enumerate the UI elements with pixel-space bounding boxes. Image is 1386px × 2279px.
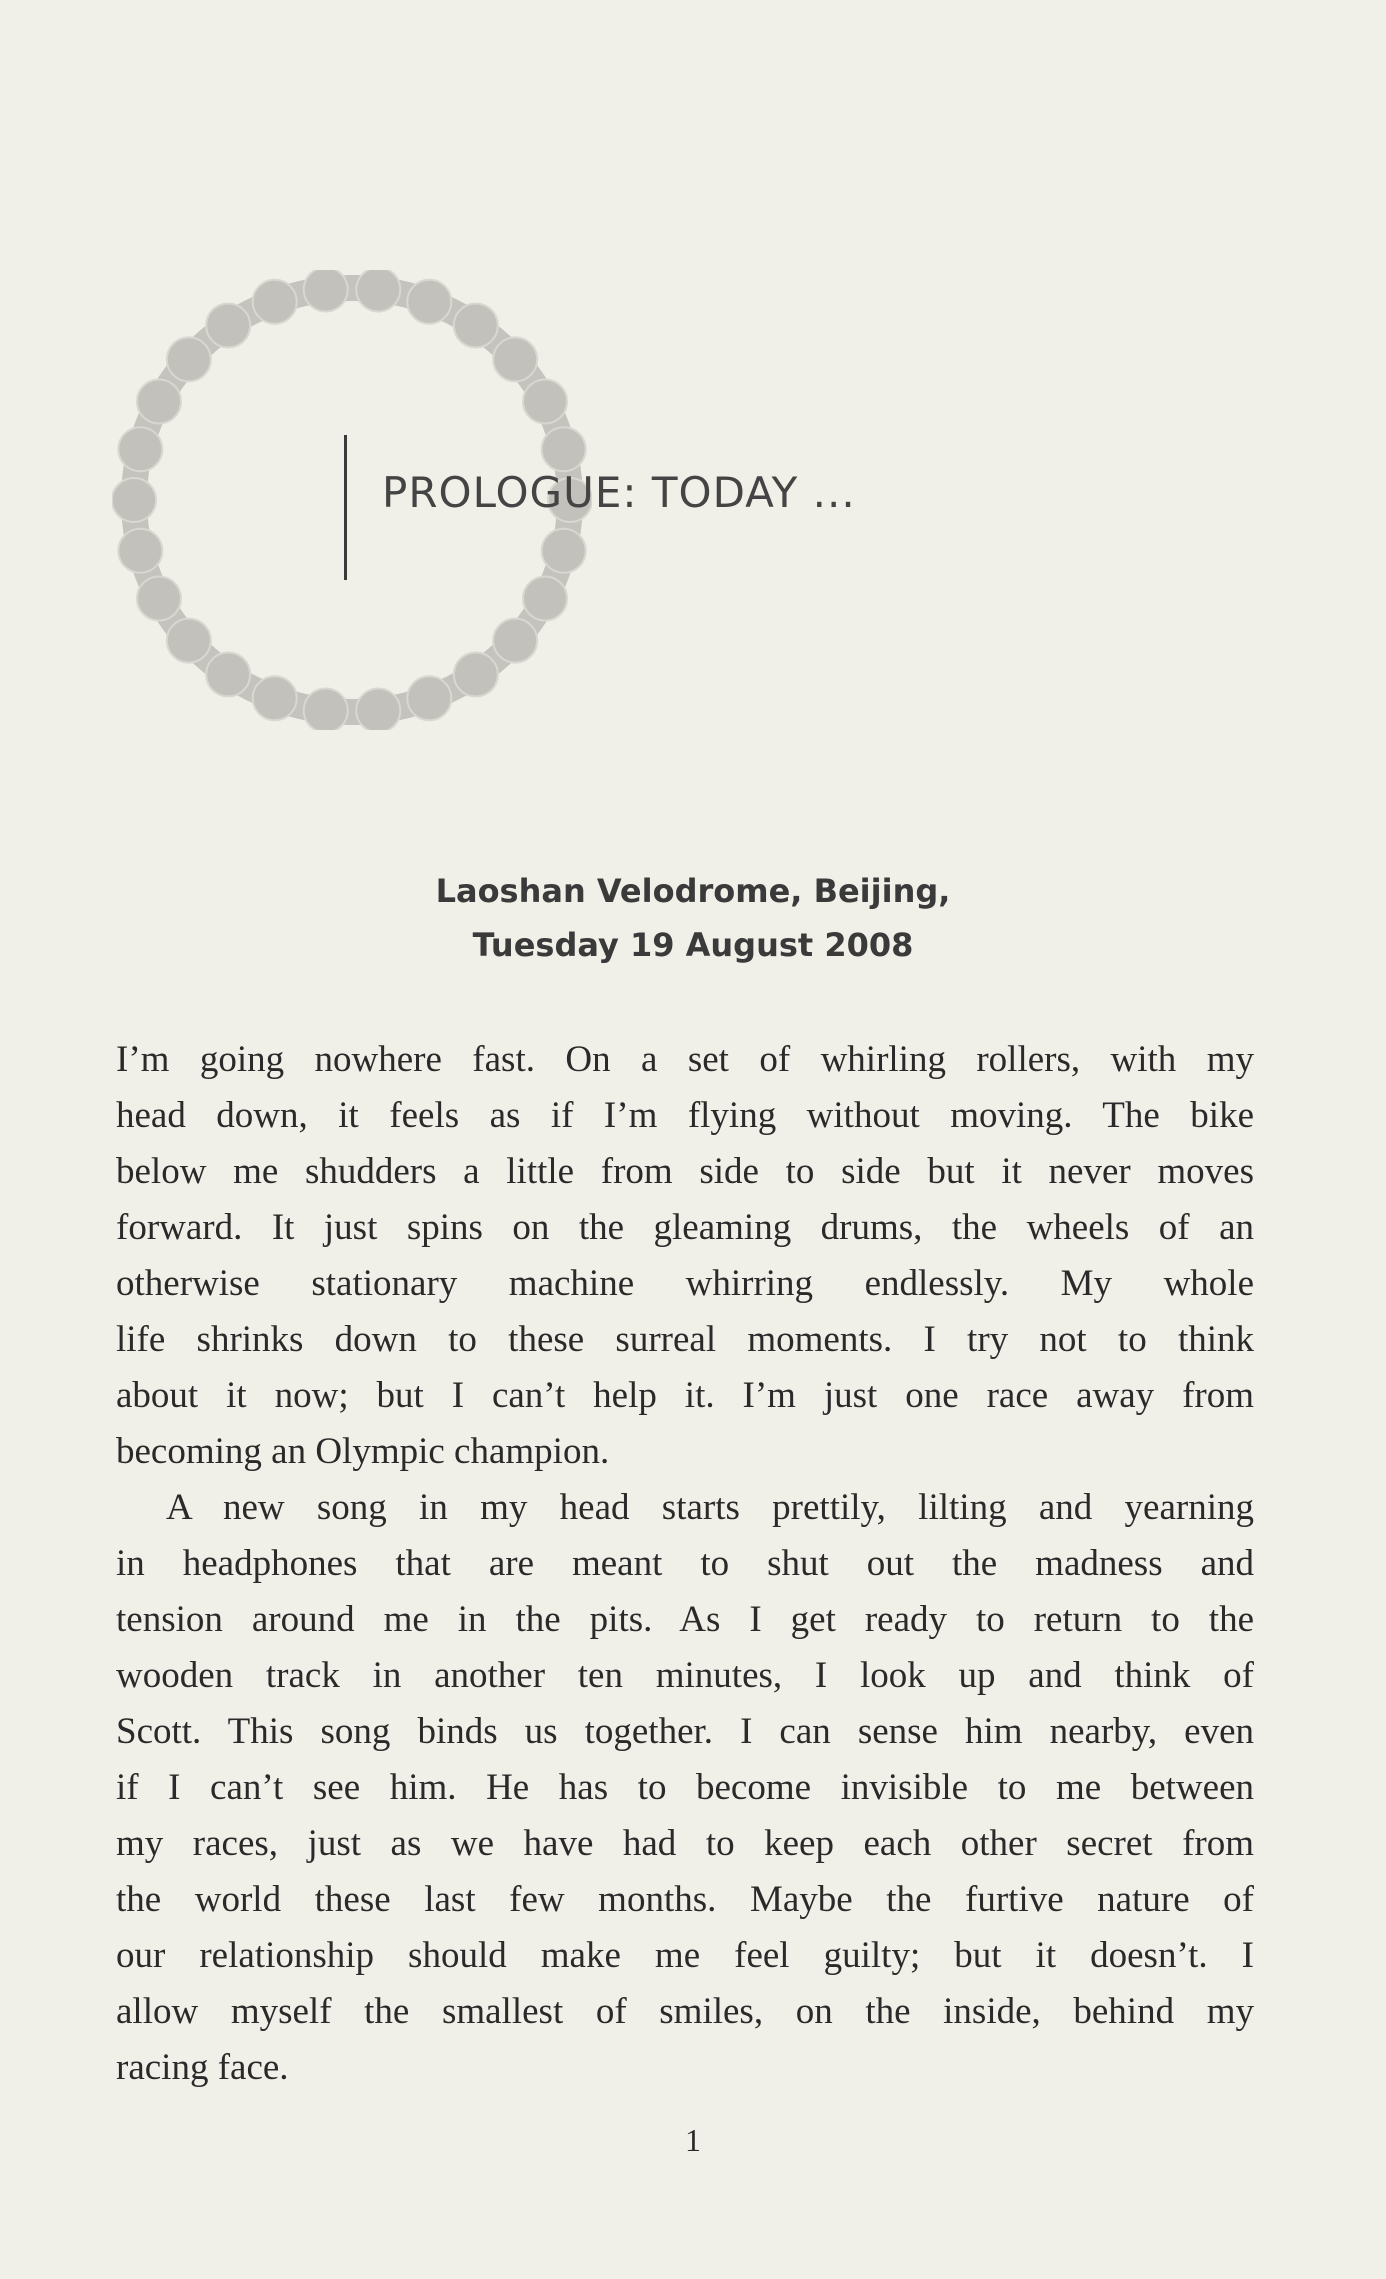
chain-link bbox=[493, 619, 537, 663]
chain-link bbox=[206, 652, 250, 696]
body-line: life shrinks down to these surreal moments. I try not to think bbox=[116, 1319, 1254, 1360]
body-line: becoming an Olympic champion. bbox=[116, 1431, 610, 1472]
chain-link bbox=[523, 379, 567, 423]
body-line: about it now; but I can’t help it. I’m just one race away from bbox=[116, 1375, 1254, 1416]
location-heading: Laoshan Velodrome, Beijing, bbox=[435, 872, 951, 910]
body-line: head down, it feels as if I’m flying without moving. The bike bbox=[116, 1095, 1254, 1136]
chain-link bbox=[356, 688, 400, 730]
chain-link bbox=[206, 304, 250, 348]
chain-link bbox=[454, 304, 498, 348]
chain-link bbox=[118, 427, 162, 471]
chain-link bbox=[137, 577, 181, 621]
body-line: racing face. bbox=[116, 2047, 289, 2088]
chain-link bbox=[137, 379, 181, 423]
body-line: otherwise stationary machine whirring endlessly. My whole bbox=[116, 1263, 1254, 1304]
chain-link bbox=[407, 676, 451, 720]
body-line: the world these last few months. Maybe the furtive nature of bbox=[116, 1879, 1254, 1920]
body-line: I’m going nowhere fast. On a set of whirling rollers, with my bbox=[116, 1039, 1254, 1080]
title-divider-line bbox=[344, 435, 347, 580]
chain-link bbox=[167, 337, 211, 381]
date-heading: Tuesday 19 August 2008 bbox=[472, 926, 914, 964]
body-line: below me shudders a little from side to side but it never moves bbox=[116, 1151, 1254, 1192]
chain-link bbox=[112, 478, 156, 522]
chain-link bbox=[253, 676, 297, 720]
body-line: Scott. This song binds us together. I can sense him nearby, even bbox=[116, 1711, 1254, 1752]
body-line: our relationship should make me feel guilty; but it doesn’t. I bbox=[116, 1935, 1254, 1976]
body-line: allow myself the smallest of smiles, on the inside, behind my bbox=[116, 1991, 1254, 2032]
chain-link bbox=[454, 652, 498, 696]
body-line: tension around me in the pits. As I get ready to return to the bbox=[116, 1599, 1254, 1640]
chain-link bbox=[304, 270, 348, 312]
chain-link bbox=[493, 337, 537, 381]
chain-link bbox=[167, 619, 211, 663]
chapter-title: PROLOGUE: TODAY ... bbox=[382, 468, 856, 517]
chain-link bbox=[253, 280, 297, 324]
chain-link bbox=[542, 529, 586, 573]
chain-link bbox=[304, 688, 348, 730]
body-line: if I can’t see him. He has to become invisible to me between bbox=[116, 1767, 1254, 1808]
body-line: in headphones that are meant to shut out the madness and bbox=[116, 1543, 1254, 1584]
body-line: A new song in my head starts prettily, lilting and yearning bbox=[166, 1487, 1254, 1528]
chain-link bbox=[356, 270, 400, 312]
chain-link bbox=[118, 529, 162, 573]
chain-link bbox=[542, 427, 586, 471]
body-line: my races, just as we have had to keep each other secret from bbox=[116, 1823, 1254, 1864]
page-number: 1 bbox=[685, 2122, 701, 2158]
body-line: wooden track in another ten minutes, I look up and think of bbox=[116, 1655, 1254, 1696]
body-line: forward. It just spins on the gleaming drums, the wheels of an bbox=[116, 1207, 1254, 1248]
chain-link bbox=[523, 577, 567, 621]
body-text bbox=[116, 1032, 1254, 2096]
chain-link bbox=[407, 280, 451, 324]
